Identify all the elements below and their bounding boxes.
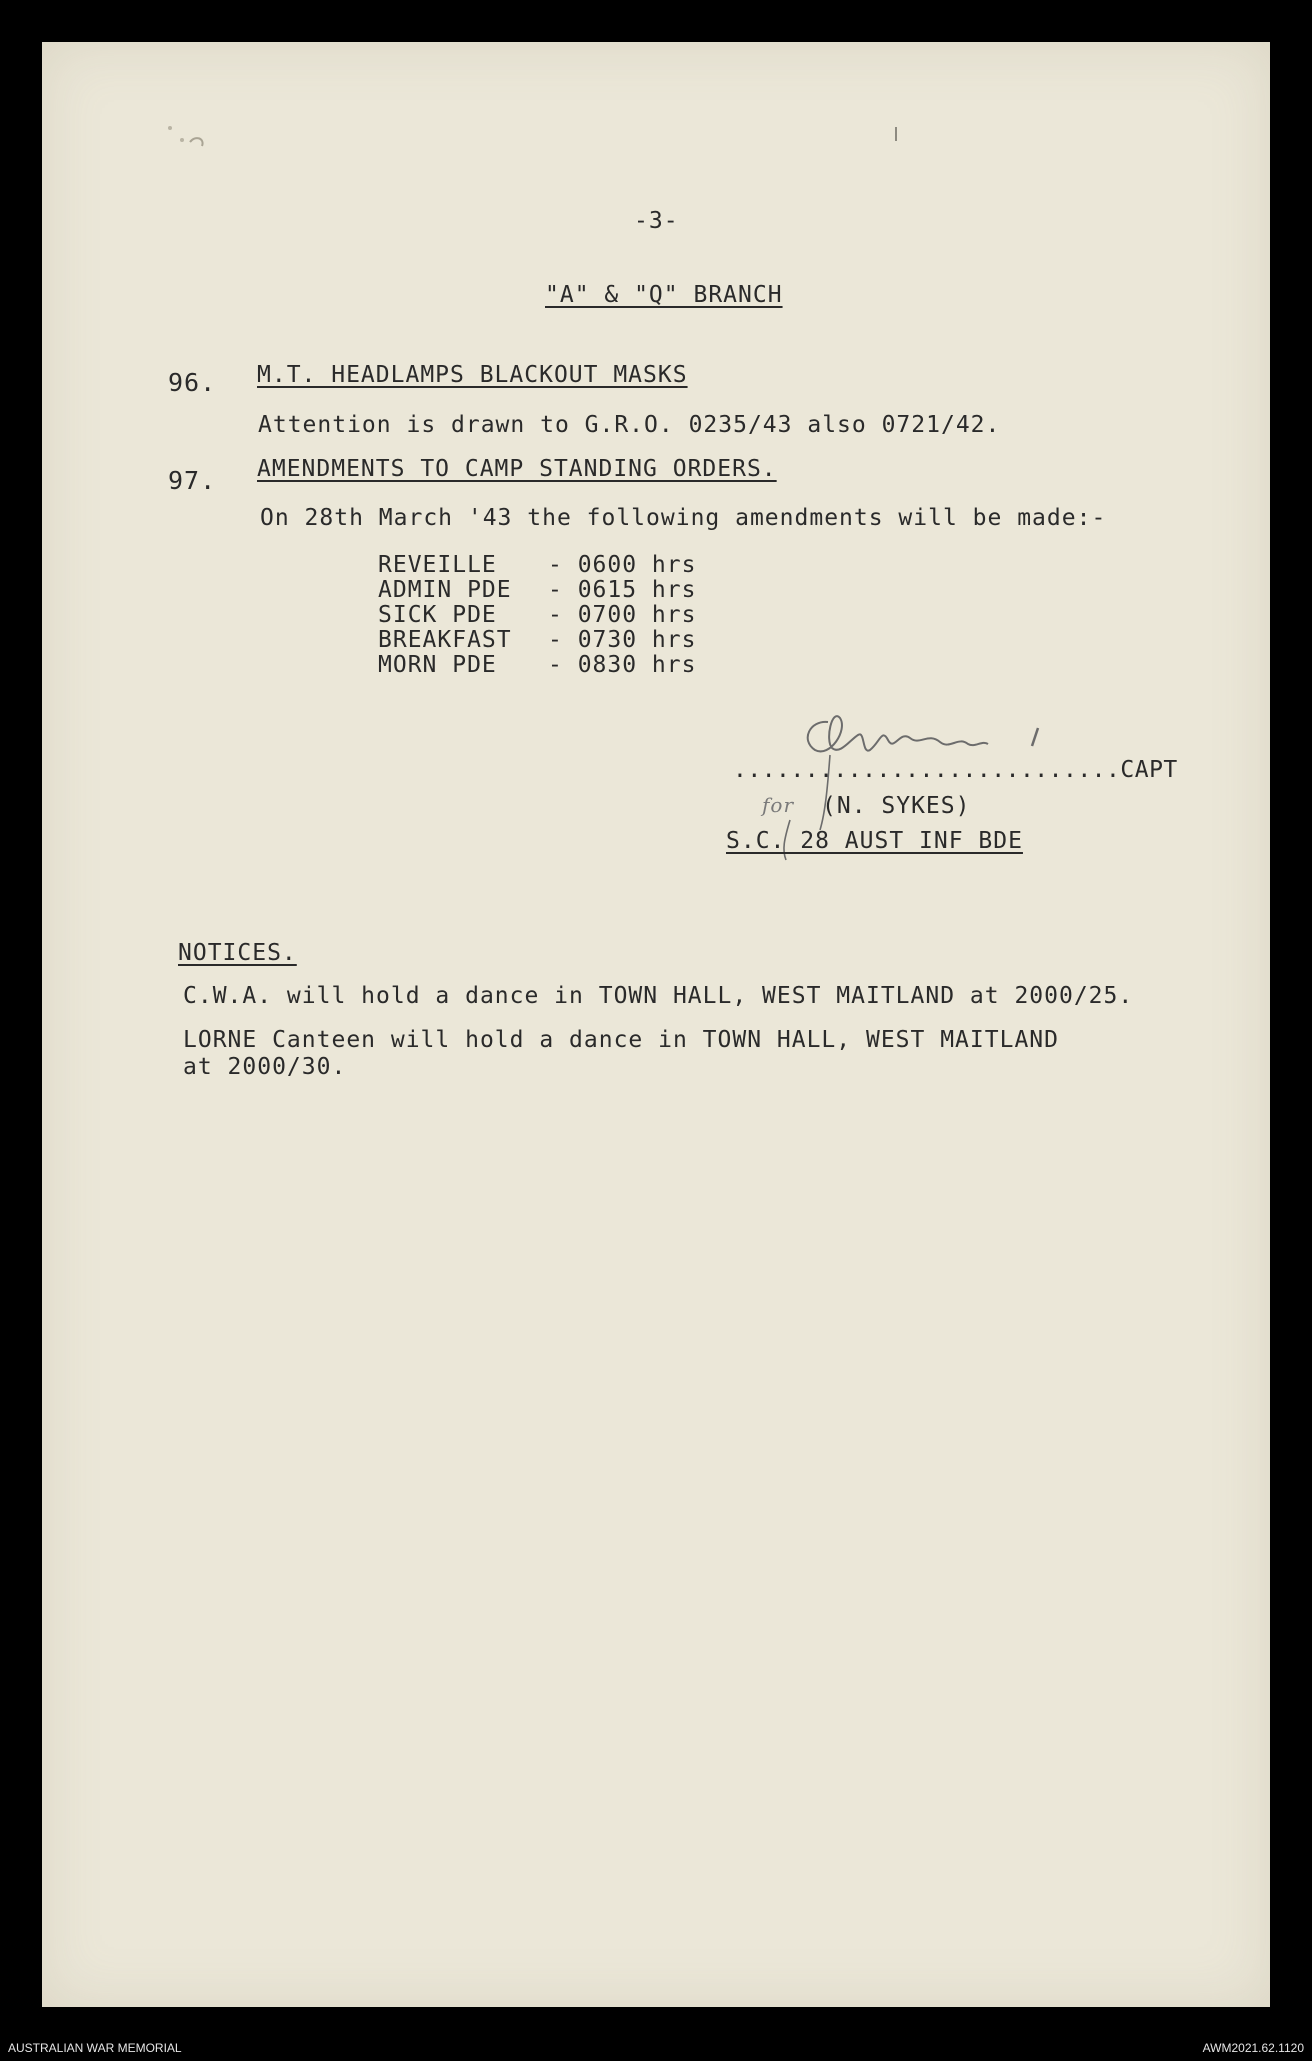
notices-heading: NOTICES. <box>178 940 297 966</box>
schedule-label: MORN PDE <box>378 652 497 678</box>
item-97-heading: AMENDMENTS TO CAMP STANDING ORDERS. <box>257 456 777 482</box>
schedule-time: - 0700 hrs <box>548 602 697 628</box>
paper-mark <box>160 120 220 160</box>
item-97-text: On 28th March '43 the following amendments will be made:- <box>260 505 1107 531</box>
schedule-row <box>378 653 696 678</box>
footer-left: AUSTRALIAN WAR MEMORIAL <box>8 2041 182 2055</box>
footer-right: AWM2021.62.1120 <box>1202 2041 1304 2055</box>
notice-line: C.W.A. will hold a dance in TOWN HALL, WEST MAITLAND at 2000/25. <box>183 983 1134 1009</box>
schedule-time: - 0730 hrs <box>548 627 697 653</box>
schedule-label: REVEILLE <box>378 552 497 578</box>
notice-line: LORNE Canteen will hold a dance in TOWN HALL, WEST MAITLAND <box>183 1027 1059 1053</box>
schedule-label: ADMIN PDE <box>378 577 512 603</box>
schedule-row <box>378 553 696 578</box>
notice-line: at 2000/30. <box>183 1054 347 1080</box>
schedule-row <box>378 603 696 628</box>
schedule-row <box>378 628 696 653</box>
item-96-number: 96. <box>168 368 217 397</box>
schedule-label: SICK PDE <box>378 602 497 628</box>
item-97-number: 97. <box>168 466 217 495</box>
paper-mark <box>893 125 899 145</box>
schedule-time: - 0615 hrs <box>548 577 697 603</box>
schedule-list <box>378 553 696 678</box>
signature-unit: S.C. 28 AUST INF BDE <box>726 828 1023 854</box>
schedule-time: - 0830 hrs <box>548 652 697 678</box>
item-96-heading: M.T. HEADLAMPS BLACKOUT MASKS <box>257 362 688 388</box>
signature-for-mark: for <box>762 793 795 817</box>
document-page <box>42 42 1270 2007</box>
schedule-label: BREAKFAST <box>378 627 512 653</box>
signature-dots-line: ...........................CAPT <box>733 757 1178 783</box>
page-number: -3- <box>634 208 679 234</box>
item-96-text: Attention is drawn to G.R.O. 0235/43 also 0721/42. <box>258 412 1001 438</box>
schedule-row <box>378 578 696 603</box>
signature-name: (N. SYKES) <box>822 793 971 819</box>
branch-heading: "A" & "Q" BRANCH <box>545 282 783 308</box>
schedule-time: - 0600 hrs <box>548 552 697 578</box>
